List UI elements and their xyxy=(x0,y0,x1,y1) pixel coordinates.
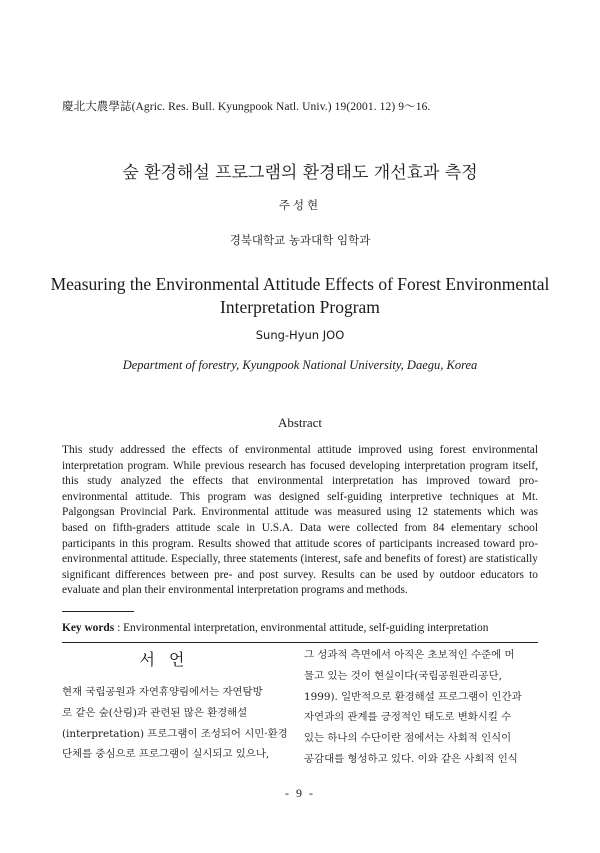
title-english: Measuring the Environmental Attitude Effects of Forest Environmental Interpretation Program xyxy=(50,274,550,317)
left-column xyxy=(62,682,288,765)
section-heading: 서언 xyxy=(139,650,199,669)
right-column-line: 있는 하나의 수단이란 점에서는 사회적 인식이 xyxy=(304,732,512,745)
affiliation-korean: 경북대학교 농과대학 임학과 xyxy=(229,233,371,247)
full-rule xyxy=(62,642,538,643)
left-column-line: 단체를 중심으로 프로그램이 실시되고 있으나, xyxy=(62,748,270,761)
left-column-line: 현재 국립공원과 자연휴양림에서는 자연탐방 xyxy=(62,686,263,698)
right-column xyxy=(304,645,540,770)
right-column-line: 그 성과적 측면에서 아직은 초보적인 수준에 머 xyxy=(304,649,515,661)
right-column-line: 물고 있는 것이 현실이다(국립공원관리공단, xyxy=(304,669,502,682)
affiliation-english: Department of forestry, Kyungpook National University, Daegu, Korea xyxy=(122,358,478,372)
page-number: - 9 - xyxy=(285,786,315,800)
author-english: Sung-Hyun JOO xyxy=(255,328,345,342)
keywords-label: Key words xyxy=(62,622,115,634)
keywords-text: : Environmental interpretation, environmental attitude, self-guiding interpretation xyxy=(117,622,489,634)
keywords xyxy=(62,622,488,634)
right-column-line: 자연과의 관계를 긍정적인 태도로 변화시킬 수 xyxy=(304,711,512,724)
left-column-line: (interpretation) 프로그램이 조성되어 시민·환경 xyxy=(62,727,288,740)
author-korean: 주성현 xyxy=(278,198,322,212)
abstract-heading: Abstract xyxy=(277,415,323,430)
left-column-line: 로 같은 숲(산림)과 관련된 많은 환경해설 xyxy=(62,706,248,719)
short-rule xyxy=(62,611,134,612)
journal-header: 慶北大農學誌(Agric. Res. Bull. Kyungpook Natl. Univ.) 19(2001. 12) 9～16. xyxy=(62,101,431,113)
right-column-line: 1999). 일반적으로 환경해설 프로그램이 인간과 xyxy=(304,690,522,703)
right-column-line: 공감대를 형성하고 있다. 이와 같은 사회적 인식 xyxy=(304,752,518,765)
title-korean: 숲 환경해설 프로그램의 환경태도 개선효과 측정 xyxy=(122,163,478,183)
abstract-body: This study addressed the effects of environmental attitude improved using forest environmental interpretation program. While previous research has focused developing interpretation program itself, this study analyzed the effects that environmental interpretation has improved toward pro-environmental attitude. This program was designed self-guiding interpretive techniques at Mt. Palgongsan Provincial Park. Environmental attitude was measured using 12 statements which was based on fifth-graders attitude scale in U.S.A. Data were collected from 84 elementary school participants in this program. Results showed that attitude scores of participants increased toward pro-environmental attitude. Especially, three statements (interest, safe and benefits of forest) are statistically significant differences between pre- and post survey. Results can be used by outdoor educators to evaluate and plan their environmental interpretation programs and methods. xyxy=(62,444,538,597)
